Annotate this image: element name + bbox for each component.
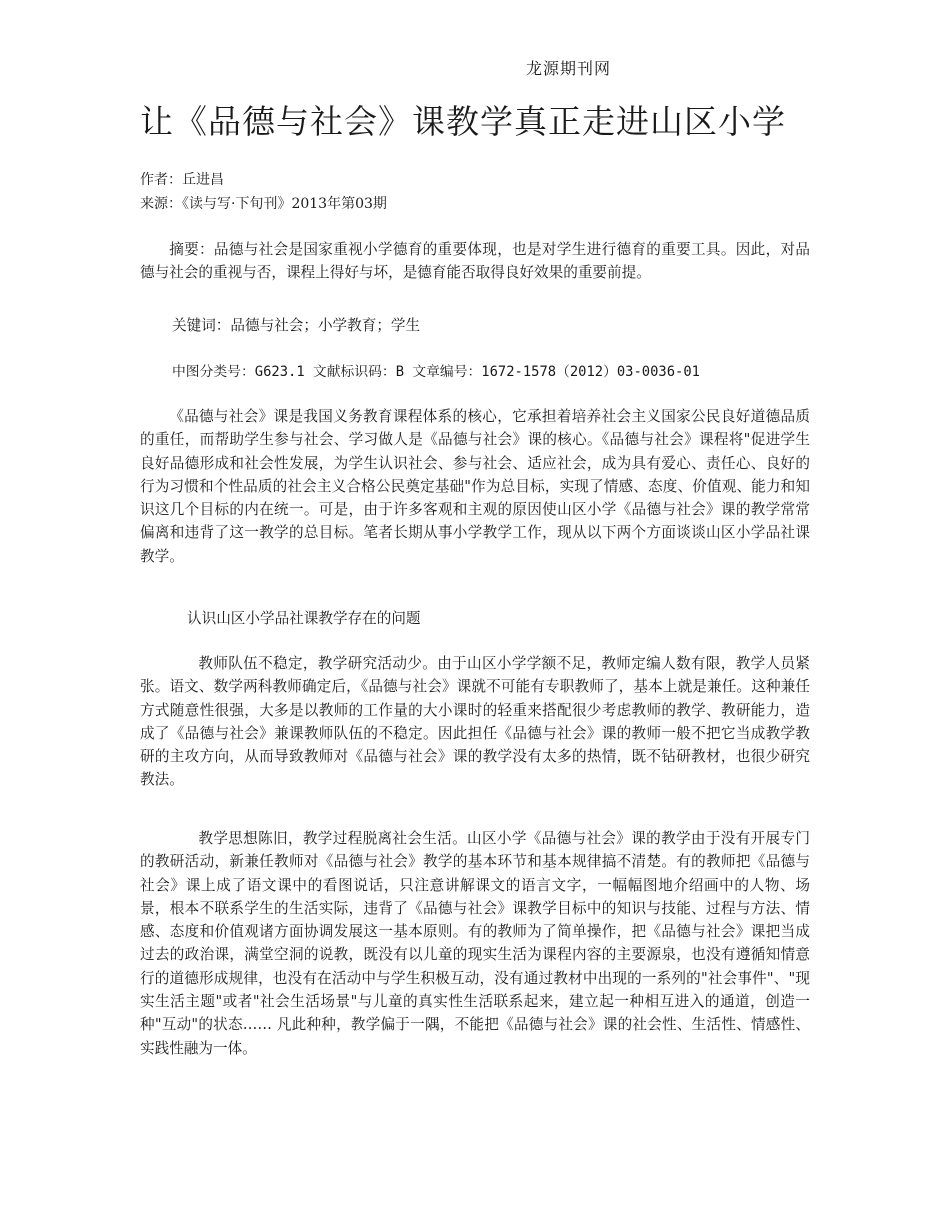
- intro-paragraph: 《品德与社会》课是我国义务教育课程体系的核心，它承担着培养社会主义国家公民良好道德品质的重任，而帮助学生参与社会、学习做人是《品德与社会》课的核心。《品德与社会》课程将"促进学生良好品德形成和社会性发展，为学生认识社会、参与社会、适应社会，成为具有爱心、责任心、良好的行为习惯和个性品质的社会主义合格公民奠定基础"作为总目标，实现了情感、态度、价值观、能力和知识这几个目标的内在统一。可是，由于许多客观和主观的原因使山区小学《品德与社会》课的教学常常偏离和违背了这一教学的总目标。笔者长期从事小学教学工作，现从以下两个方面谈谈山区小学品社课教学。: [140, 408, 810, 565]
- author-line: 作者：丘进昌: [140, 172, 224, 188]
- site-name: 龙源期刊网: [526, 59, 612, 78]
- abstract: 摘要：品德与社会是国家重视小学德育的重要体现，也是对学生进行德育的重要工具。因此，对品德与社会的重视与否，课程上得好与坏，是德育能否取得良好效果的重要前提。: [140, 241, 810, 282]
- article-title: 让《品德与社会》课教学真正走进山区小学: [140, 102, 786, 141]
- keywords: 关键词：品德与社会；小学教育；学生: [172, 317, 421, 334]
- section-heading: 认识山区小学品社课教学存在的问题: [187, 610, 421, 627]
- body-paragraph-1: 教师队伍不稳定，教学研究活动少。由于山区小学学额不足，教师定编人数有限，教学人员紧张。语文、数学两科教师确定后，《品德与社会》课就不可能有专职教师了，基本上就是兼任。这种兼任方式随意性很强，大多是以教师的工作量的大小课时的轻重来搭配很少考虑教师的教学、教研能力，造成了《品德与社会》兼课教师队伍的不稳定。因此担任《品德与社会》课的教师一般不把它当成教学教研的主攻方向，从而导致教师对《品德与社会》课的教学没有太多的热情，既不钻研教材，也很少研究教法。: [140, 655, 810, 789]
- body-paragraph-2: 教学思想陈旧，教学过程脱离社会生活。山区小学《品德与社会》课的教学由于没有开展专门的教研活动，新兼任教师对《品德与社会》教学的基本环节和基本规律搞不清楚。有的教师把《品德与社会》课上成了语文课中的看图说话，只注意讲解课文的语言文字，一幅幅图地介绍画中的人物、场景，根本不联系学生的生活实际，违背了《品德与社会》课教学目标中的知识与技能、过程与方法、情感、态度和价值观诸方面协调发展这一基本原则。有的教师为了简单操作，把《品德与社会》课把当成过去的政治课，满堂空洞的说教，既没有以儿童的现实生活为课程内容的主要源泉，也没有遵循知情意行的道德形成规律，也没有在活动中与学生积极互动，没有通过教材中出现的一系列的"社会事件"、"现实生活主题"或者"社会生活场景"与儿童的真实性生活联系起来，建立起一种相互进入的通道，创造一种"互动"的状态…… 凡此种种，教学偏于一隅，不能把《品德与社会》课的社会性、生活性、情感性、实践性融为一体。: [140, 830, 810, 1057]
- source-line: 来源：《读与写·下旬刊》2013年第03期: [140, 196, 387, 212]
- classification-line: 中图分类号：G623.1 文献标识码：B 文章编号：1672-1578（2012）03-0036-01: [172, 364, 700, 380]
